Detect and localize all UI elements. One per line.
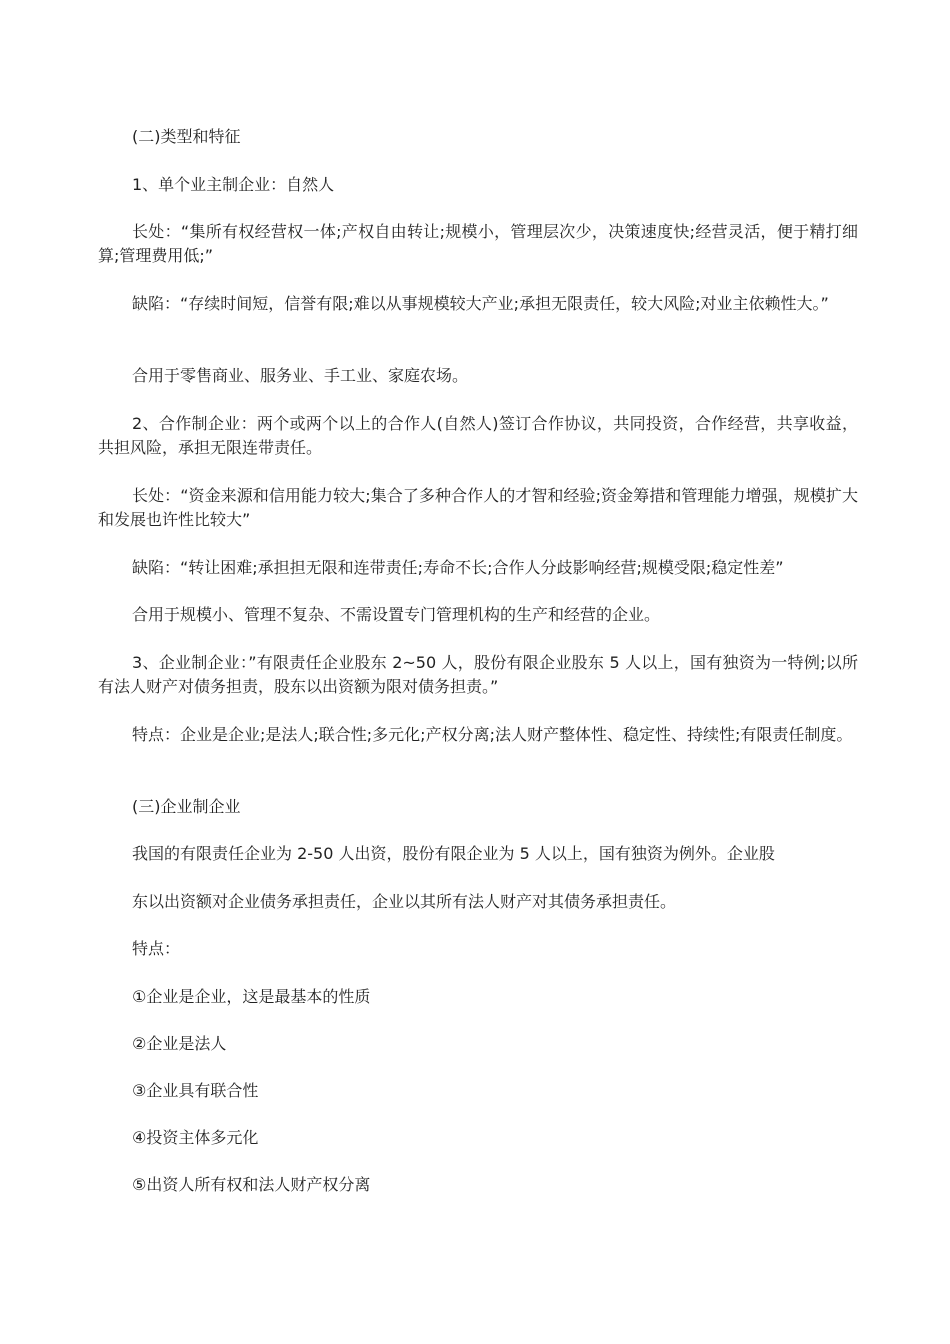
paragraph-partnership: 2、合作制企业：两个或两个以上的合作人(自然人)签订合作协议，共同投资，合作经营，共享收益，共担风险，承担无限连带责任。 (98, 414, 858, 457)
paragraph-sole-applicable: 合用于零售商业、服务业、手工业、家庭农场。 (132, 366, 469, 385)
paragraph-sole-proprietorship: 1、单个业主制企业：自然人 (132, 175, 335, 194)
list-item-feature-4: ④投资主体多元化 (132, 1128, 259, 1147)
paragraph-corporation-intro-1: 我国的有限责任企业为 2-50 人出资，股份有限企业为 5 人以上，国有独资为例外。企业股 (132, 844, 775, 863)
paragraph-corporation-features: 特点：企业是企业;是法人;联合性;多元化;产权分离;法人财产整体性、稳定性、持续性;有限责任制度。 (132, 725, 853, 744)
paragraph-sole-advantages: 长处：“集所有权经营权一体;产权自由转让;规模小，管理层次少，决策速度快;经营灵活，便于精打细算;管理费用低;” (98, 222, 858, 265)
paragraph-features-label: 特点： (132, 939, 181, 958)
paragraph-corporation: 3、企业制企业：”有限责任企业股东 2~50 人，股份有限企业股东 5 人以上，国有独资为一特例;以所有法人财产对债务担责，股东以出资额为限对债务担责。” (98, 653, 858, 696)
paragraph-sole-disadvantages: 缺陷：“存续时间短，信誉有限;难以从事规模较大产业;承担无限责任，较大风险;对业主依赖性大。” (132, 294, 829, 313)
list-item-feature-3: ③企业具有联合性 (132, 1081, 259, 1100)
list-item-feature-2: ②企业是法人 (132, 1034, 227, 1053)
list-item-feature-5: ⑤出资人所有权和法人财产权分离 (132, 1175, 371, 1194)
paragraph-partnership-applicable: 合用于规模小、管理不复杂、不需设置专门管理机构的生产和经营的企业。 (132, 605, 661, 624)
section-heading-corporation: (三)企业制企业 (132, 797, 241, 816)
paragraph-partnership-advantages: 长处：“资金来源和信用能力较大;集合了多种合作人的才智和经验;资金筹措和管理能力增强，规模扩大和发展也许性比较大” (98, 486, 858, 529)
list-item-feature-1: ①企业是企业，这是最基本的性质 (132, 987, 371, 1006)
paragraph-corporation-intro-2: 东以出资额对企业债务承担责任，企业以其所有法人财产对其债务承担责任。 (132, 892, 677, 911)
paragraph-partnership-disadvantages: 缺陷：“转让困难;承担担无限和连带责任;寿命不长;合作人分歧影响经营;规模受限;稳定性差” (132, 558, 784, 577)
section-heading-types: (二)类型和特征 (132, 127, 241, 146)
